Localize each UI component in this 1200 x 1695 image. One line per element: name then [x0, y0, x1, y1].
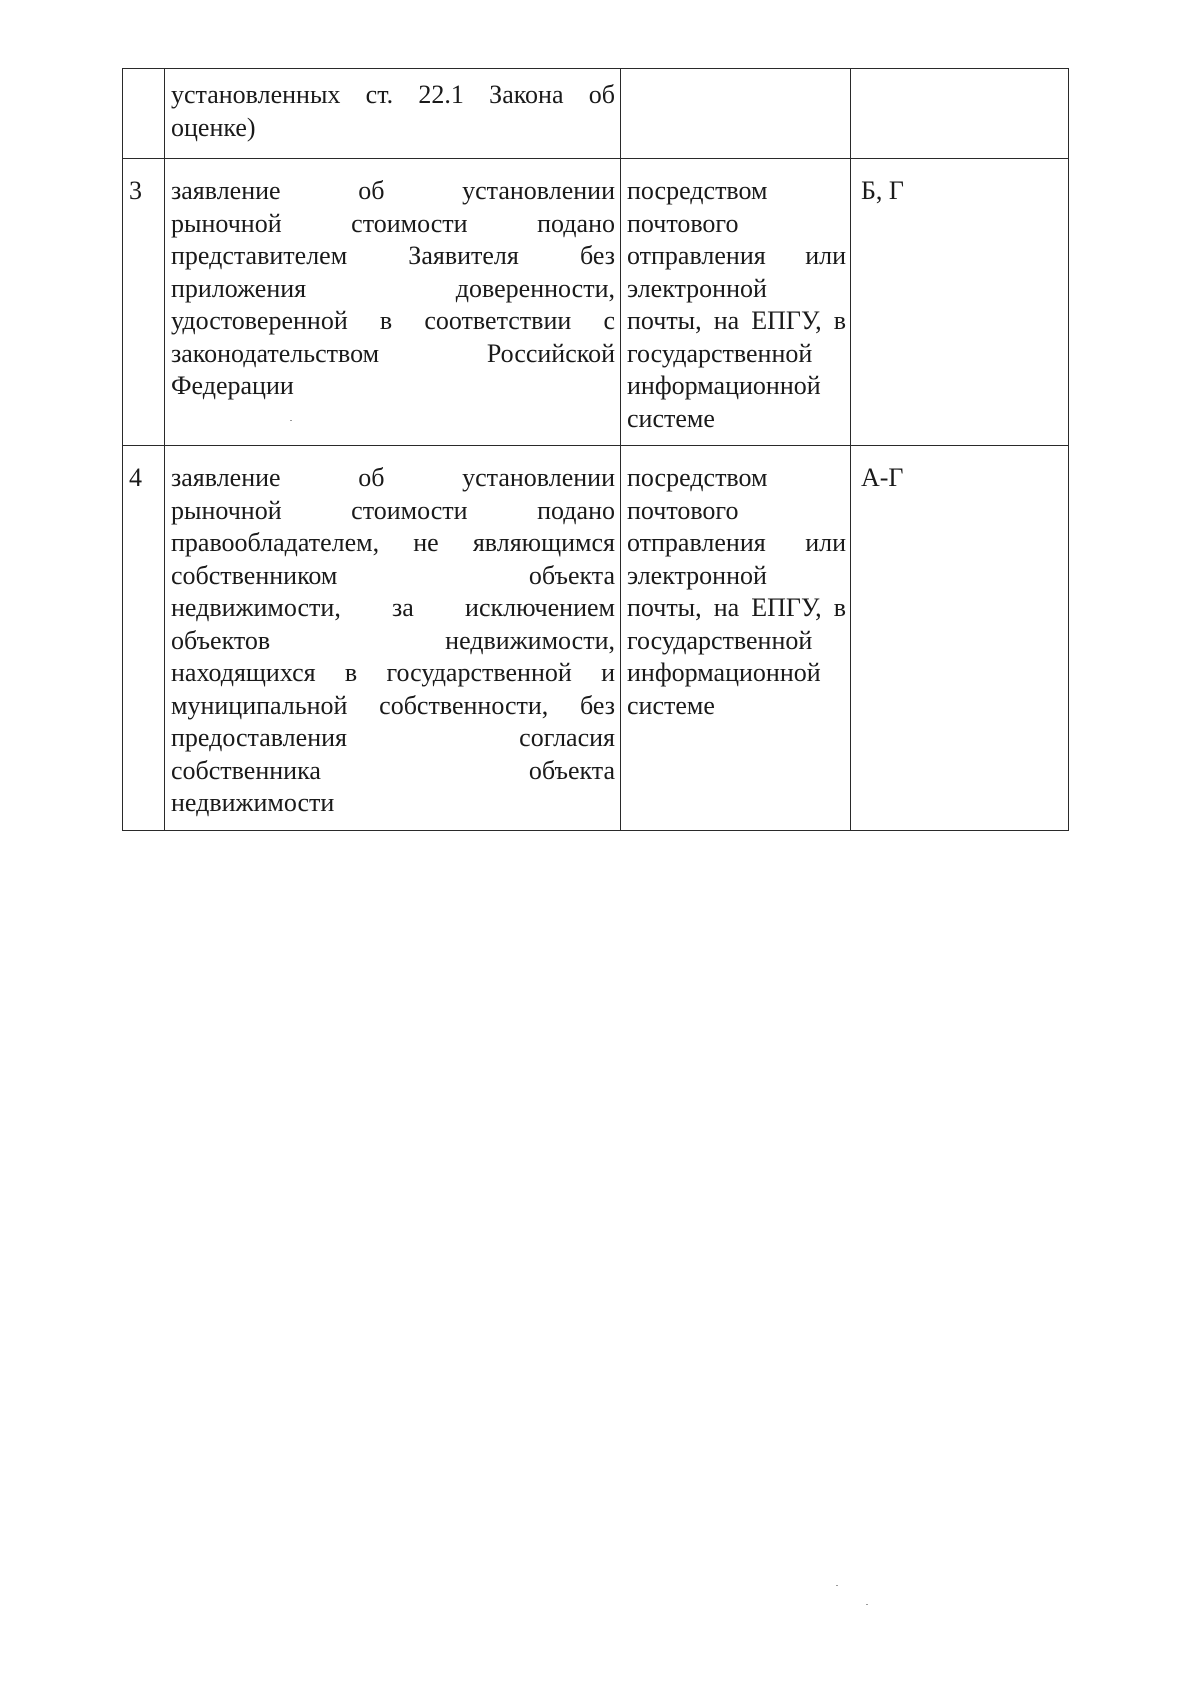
row-number: 4 — [129, 463, 142, 492]
table-row — [123, 159, 1069, 446]
method-line: почты, на ЕПГУ, в — [627, 593, 846, 622]
description-text — [165, 446, 620, 830]
requirement-code: А-Г — [861, 463, 904, 492]
submission-method-cell — [621, 69, 851, 159]
description-text — [165, 159, 620, 413]
scan-speck — [866, 1604, 868, 1605]
description-line: муниципальной собственности, без — [171, 690, 615, 720]
description-cell — [165, 159, 621, 446]
description-line: заявление об установлении — [171, 463, 615, 492]
scan-speck — [290, 420, 292, 421]
description-line: предоставления согласия — [171, 723, 615, 752]
description-line: недвижимости — [171, 788, 335, 817]
method-line: системе — [627, 690, 715, 720]
method-line: посредством — [627, 176, 768, 205]
table-row — [123, 446, 1069, 831]
method-line: электронной — [627, 273, 767, 303]
description-line: собственника объекта — [171, 755, 615, 785]
method-line: электронной — [627, 560, 767, 590]
method-line: информационной — [627, 371, 821, 400]
description-line: правообладателем, не являющимся — [171, 528, 615, 557]
method-line: информационной — [627, 658, 821, 687]
code-cell — [851, 446, 1069, 831]
method-line: почтового — [627, 495, 739, 525]
method-line: посредством — [627, 463, 768, 492]
method-line: почты, на ЕПГУ, в — [627, 306, 846, 335]
method-line: отправления или — [627, 241, 846, 270]
submission-method-text — [621, 446, 850, 732]
method-line: государственной — [627, 625, 813, 655]
description-line: находящихся в государственной и — [171, 658, 615, 687]
row-number-cell — [123, 446, 165, 831]
description-line: приложения доверенности, — [171, 273, 615, 303]
submission-method-cell — [621, 159, 851, 446]
description-text — [165, 69, 620, 158]
description-line: представителем Заявителя без — [171, 241, 615, 270]
description-line: недвижимости, за исключением — [171, 593, 615, 622]
description-line: заявление об установлении — [171, 176, 615, 205]
code-cell — [851, 69, 1069, 159]
row-number-cell — [123, 159, 165, 446]
requirements-table — [122, 68, 1069, 831]
submission-method-cell — [621, 446, 851, 831]
description-cell — [165, 69, 621, 159]
description-line: удостоверенной в соответствии с — [171, 306, 615, 335]
description-line: Федерации — [171, 371, 294, 400]
description-cell — [165, 446, 621, 831]
description-line: оценке) — [171, 112, 256, 142]
description-line: рыночной стоимости подано — [171, 208, 615, 238]
method-line: государственной — [627, 338, 813, 368]
requirement-code: Б, Г — [861, 176, 904, 205]
scan-speck — [836, 1585, 838, 1586]
method-line: отправления или — [627, 528, 846, 557]
method-line: почтового — [627, 208, 739, 238]
row-number — [123, 69, 164, 85]
code-cell — [851, 159, 1069, 446]
table-row — [123, 69, 1069, 159]
description-line: установленных ст. 22.1 Закона об — [171, 80, 615, 109]
description-line: рыночной стоимости подано — [171, 495, 615, 525]
row-number-cell — [123, 69, 165, 159]
submission-method-text — [621, 159, 850, 445]
row-number: 3 — [129, 176, 142, 205]
description-line: объектов недвижимости, — [171, 625, 615, 655]
description-line: законодательством Российской — [171, 338, 615, 368]
method-line: системе — [627, 403, 715, 433]
description-line: собственником объекта — [171, 560, 615, 590]
